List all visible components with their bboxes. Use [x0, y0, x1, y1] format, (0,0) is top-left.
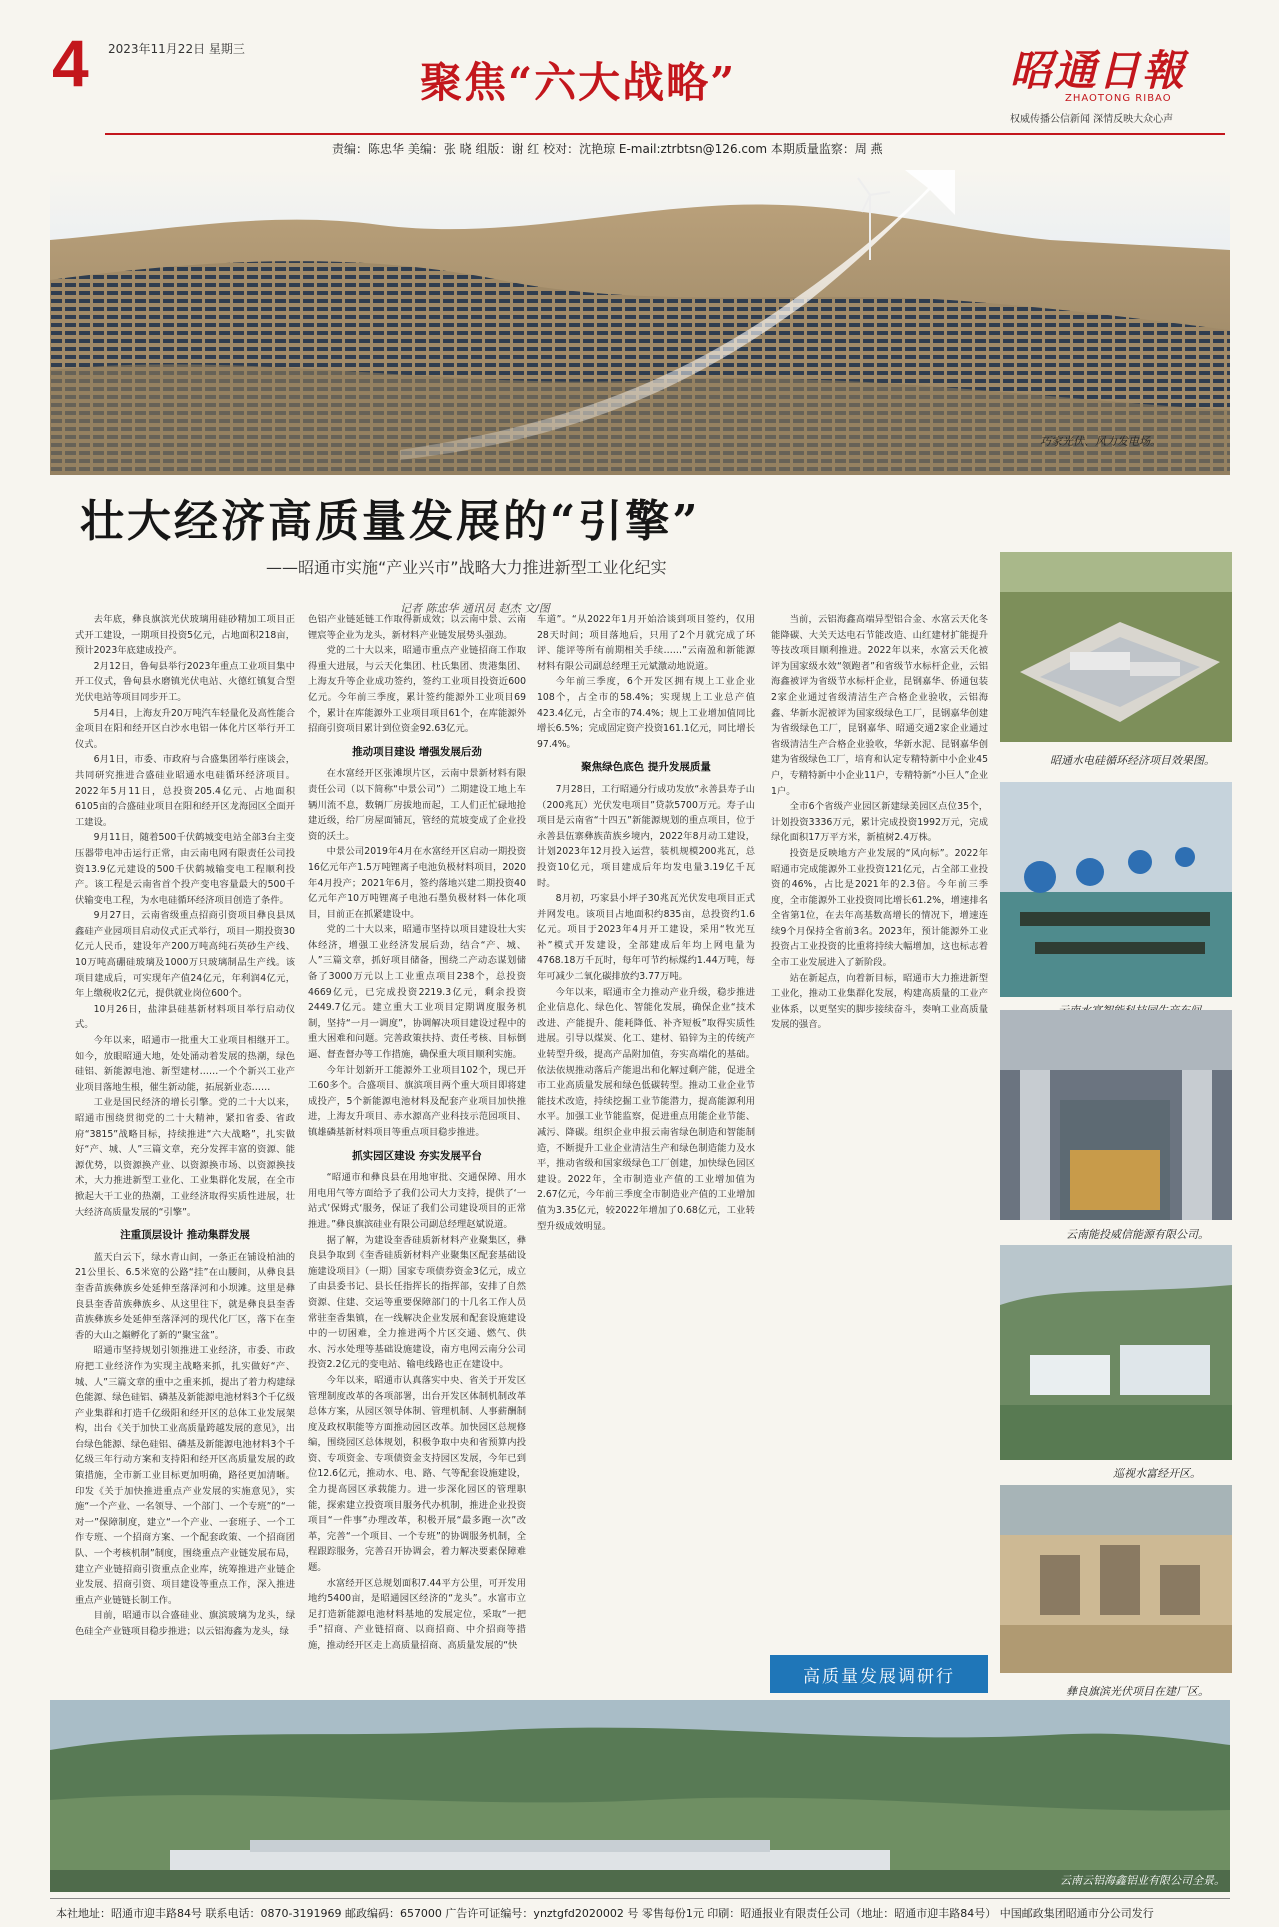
paragraph: 今年计划新开工能源外工业项目102个，现已开工60多个。合盛项目、旗滨项目两个重大项目即将建成投产，5个新能源电池材料及配套产业项目加快推进，上海友升项目、赤水源高产业科技示范园项目、镇雄磷基新材料项目等重点项目稳步推进。 — [308, 1064, 526, 1138]
paragraph: 昭通市坚持规划引领推进工业经济，市委、市政府把工业经济作为实现主战略来抓，扎实做好“产、城、人”三篇文章的重中之重来抓，提出了着力构建绿色能源、绿色硅铝、磷基及新能源电池材料3个千亿级产业集群和打造千亿级阳和经开区的总体工业发展架构，出台《关于加快工业高质量跨越发展的意见》，出台绿色能源、绿色硅铝、磷基及新能源电池材料3个千亿级三年行动方案和支持阳和经开区高质量发展的政策措施，全市新工业目标更加明确，路径更加清晰。印发《关于加快推进重点产业发展的实施意见》，实施“一个产业、一名领导、一个部门、一个专班”的“一对一”保障制度，建立“一个产业、一套班子、一个工作专班、一个招商方案、一个配套政策、一个招商团队、一个考核机制”制度，围绕重点产业链发展布局，建立产业链招商引资重点企业库，统筹推进产业链企业发展、招商引资、项目建设等重点工作，深入推进重点产业链链长制工作。 — [75, 1345, 295, 1606]
paragraph: 目前，昭通市以合盛硅业、旗滨玻璃为龙头，绿色硅全产业链项目稳步推进；以云铝海鑫为龙头，绿 — [75, 1610, 295, 1637]
photo-development-zone — [1000, 1245, 1232, 1460]
article-column-4 — [771, 612, 988, 1652]
paragraph: 蓝天白云下，绿水青山间，一条正在铺设柏油的21公里长、6.5米宽的公路“挂”在山腰间，从彝良县奎香苗族彝族乡处延伸至落泽河和小坝滩。这里是彝良县奎香苗族彝族乡、从这里往下，就是彝良县奎香苗族彝族乡处延伸至落泽河的现代化厂区，落下在奎香的大山之巅孵化了新的“聚宝盆”。 — [75, 1251, 295, 1341]
footer-info: 本社地址：昭通市迎丰路84号 联系电话：0870-3191969 邮政编码：657000 广告许可证编号：ynztgfd2020002 号 零售每份1元 印刷：昭通报业有限责任公司（地址：昭通市迎丰路84号） 中国邮政集团昭通市分公司发行 — [56, 1907, 1154, 1920]
paragraph: 今年以来，昭通市认真落实中央、省关于开发区管理制度改革的各项部署，出台开发区体制机制改革总体方案，从园区领导体制、管理机制、人事薪酬制度及政权职能等方面推动园区改革。加快园区总规修编，围绕园区总体规划，积极争取中央和省预算内投资、专项资金、专项债资金支持园区发展，今年已到位12.6亿元，推动水、电、路、气等配套设施建设，全力提高园区承载能力。进一步深化园区的管理职能，探索建立投资项目服务代办机制，推进企业投资项目“一件事”办理改革，积极开展“最多跑一次”改革，完善“一个项目、一个专班”的协调服务机制，全程跟踪服务，完善召开协调会，着力解决要素保障难题。 — [308, 1374, 526, 1574]
aluminum-plant-panorama — [50, 1700, 1230, 1892]
paragraph: 色铝产业链延链工作取得新成效；以云南中景、云南锂宸等企业为龙头，新材料产业链发展势头强劲。 — [308, 614, 526, 641]
hero-caption: 巧家光伏、风力发电场。 — [1040, 435, 1161, 448]
paragraph: 站在新起点，向着新目标，昭通市大力推进新型工业化，推动工业集群化发展，构建高质量的工业产业体系，以更坚实的脚步接续奋斗，奏响工业高质量发展的强音。 — [771, 972, 988, 1031]
page-section-title: 聚焦“六大战略” — [420, 58, 737, 107]
paragraph: 10月26日，盐津县硅基新材料项目举行启动仪式。 — [75, 1003, 295, 1031]
industrial-park-illustration — [1000, 1245, 1232, 1460]
section-heading: 抓实园区建设 夯实发展平台 — [352, 1149, 482, 1162]
paragraph: 今年以来，昭通市一批重大工业项目相继开工。如今，放眼昭通大地，处处涌动着发展的热潮，绿色硅铝、新能源电池、新型建材……一个个新兴工业产业项目落地生根，催生新动能，拓展新业态…… — [75, 1035, 295, 1093]
header-divider — [105, 133, 1225, 135]
paragraph: 今年以来，昭通市全力推动产业升级，稳步推进企业信息化、绿色化、智能化发展，确保企业“技术改进、产能提升、能耗降低、补齐短板”取得实质性进展。引导以煤炭、化工、建材、铅锌为主的传统产业转型升级，提高产品附加值，夯实高端化的基础。依法依规推动落后产能退出和化解过剩产能，促进全市工业高质量发展和绿色低碳转型。推动工业企业节能技术改造，持续挖掘工业节能潜力，提高能源利用水平。加强工业节能监察，促进重点用能企业节能、减污、降碳。组织企业申报云南省绿色制造和智能制造，不断提升工业企业清洁生产和绿色制造能力及水平，推动省级和国家级绿色工厂创建，加快绿色园区建设。2022年，全市制造业产值的工业增加值为2.67亿元，今年前三季度全市制造业产值的工业增加值为3.35亿元，较2022年增加了0.68亿元，工业转型升级成效明显。 — [537, 986, 755, 1232]
photo-caption: 巡视水富经开区。 — [1113, 1467, 1201, 1480]
section-heading: 推动项目建设 增强发展后劲 — [352, 745, 482, 758]
paragraph: 党的二十大以来，昭通市坚持以项目建设壮大实体经济，增强工业经济发展后劲，结合“产、城、人”三篇文章，抓好项目储备，围绕二产动态谋划储备了3000万元以上工业重点项目238个，总投资4669亿元，已完成投资2219.3亿元，剩余投资2449.7亿元。建立重大工业项目定期调度服务机制，坚持“一月一调度”，协调解决项目建设过程中的重大困难和问题。完善政策扶持、责任考核、目标倒逼、督查督办等工作措施，确保重大项目顺利实施。 — [308, 924, 526, 1061]
paragraph: 2月12日，鲁甸县举行2023年重点工业项目集中开工仪式，鲁甸县水磨镇光伏电站、火德红镇复合型光伏电站等项目同步开工。 — [75, 660, 295, 703]
paragraph: 据了解，为建设奎香硅质新材料产业聚集区，彝良县争取到《奎香硅质新材料产业聚集区配套基础设施建设项目》（一期）国家专项债券资金3亿元，成立了由县委书记、县长任指挥长的指挥部，安排了自然资源、住建、交运等重要保障部门的十几名工作人员常驻奎香集镇，在一线解决企业发展和配套设施建设中的一切困难，全力推进两个片区交通、燃气、供水、污水处理等基础设施建设，南方电网云南分公司投资2.2亿元的变电站、输电线路也正在建设中。 — [308, 1234, 526, 1371]
paragraph: 8月初，巧家县小坪子30兆瓦光伏发电项目正式并网发电。该项目占地面积约835亩，总投资约1.6亿元。项目于2023年4月开工建设，采用“牧光互补”模式开发建设，全部建成后年均上网电量为4768.18万千瓦时，每年可节约标煤约1.44万吨，每年可减少二氧化碳排放约3.77万吨。 — [537, 893, 755, 983]
newspaper-logo: 昭通日報 — [1010, 46, 1187, 95]
newspaper-slogan: 权威传播公信新闻 深情反映大众心声 — [1010, 114, 1174, 125]
editor-credits: 责编：陈忠华 美编：张 晓 组版：谢 红 校对：沈艳琼 E-mail:ztrbtsn@126.com 本期质量监察：周 燕 — [332, 142, 883, 156]
plant-interior-illustration — [1000, 1010, 1232, 1220]
solar-farm-illustration — [50, 170, 1230, 475]
issue-date: 2023年11月22日 星期三 — [108, 42, 245, 56]
workshop-illustration — [1000, 782, 1232, 997]
article-column-2 — [308, 612, 526, 1652]
column-badge: 高质量发展调研行 — [770, 1655, 988, 1693]
paragraph: 投资是反映地方产业发展的“风向标”。2022年昭通市完成能源外工业投资121亿元，占全部工业投资的46%，占比是2021年的2.3倍。今年前三季度，全市能源外工业投资同比增长61.2%，增速排名全省第1位，在去年高基数高增长的情况下，增速连续9个月保持全省前3名。2023年，预计能源外工业投资占工业投资的比重将持续大幅增加，这也标志着全市工业发展进入了新阶段。 — [771, 847, 988, 969]
article-title: 壮大经济高质量发展的“引擎” — [80, 496, 701, 547]
paragraph: 车道”。“从2022年1月开始洽谈到项目签约，仅用28天时间；项目落地后，只用了2个月就完成了环评、能评等所有前期相关手续……”云南盈和新能源材料有限公司副总经理王元斌激动地说道。 — [537, 614, 755, 672]
newspaper-logo-en: ZHAOTONG RIBAO — [1065, 93, 1172, 104]
photo-construction-site — [1000, 1485, 1232, 1673]
bottom-panorama-photo — [50, 1700, 1230, 1892]
page-number: 4 — [52, 26, 89, 100]
photo-caption: 昭通水电硅循环经济项目效果图。 — [1050, 754, 1215, 767]
paragraph: 在水富经开区张滩坝片区，云南中景新材料有限责任公司（以下简称“中景公司”）二期建设工地上车辆川流不息，数辆厂房拔地而起，工人们正忙碌地抢建近级，给厂房屋面铺瓦，管经的荒坡变成了企业投资的沃土。 — [308, 768, 526, 842]
bottom-caption: 云南云铝海鑫铝业有限公司全景。 — [1060, 1874, 1225, 1887]
photo-project-rendering — [1000, 552, 1232, 742]
factory-rendering-illustration — [1000, 552, 1232, 742]
paragraph: 去年底，彝良旗滨光伏玻璃用硅砂精加工项目正式开工建设，一期项目投资5亿元，占地面积218亩，预计2023年底建成投产。 — [75, 614, 295, 657]
paragraph: 当前，云铝海鑫高端异型铝合金、水富云天化冬能降碳、大关天达电石节能改造、山红建材扩能提升等技改项目顺利推进。2022年以来，水富云天化被评为国家级水效“领跑者”和省级节水标杆企业，云铝海鑫被评为省级节水标杆企业，昆钢嘉华、侨通包装2家企业通过省级清洁生产合格企业验收，云铝海鑫、华新水泥被评为国家级绿色工厂，昆钢嘉华创建为省级绿色工厂，昆钢嘉华、昭通交通2家企业通过省级清洁生产合格企业验收，华新水泥、昆钢嘉华创建为省级绿色工厂，培育和认定专精特新中小企业45户，专精特新中小企业11户，专精特新“小巨人”企业1户。 — [771, 614, 988, 797]
article-subtitle: ——昭通市实施“产业兴市”战略大力推进新型工业化纪实 — [266, 558, 667, 577]
article-column-1 — [75, 612, 295, 1652]
paragraph: 全市6个省级产业园区新建绿美园区点位35个，计划投资3336万元，累计完成投资1992万元，完成绿化面积17万平方米，新植树2.4万株。 — [771, 801, 988, 844]
section-heading: 注重顶层设计 推动集群发展 — [120, 1229, 250, 1242]
paragraph: 5月4日，上海友升20万吨汽车轻量化及高性能合金项目在阳和经开区白沙水电铝一体化片区举行开工仪式。 — [75, 707, 295, 750]
photo-energy-plant — [1000, 1010, 1232, 1220]
photo-caption: 云南能投威信能源有限公司。 — [1066, 1228, 1209, 1241]
photo-workshop — [1000, 782, 1232, 997]
photo-caption: 彝良旗滨光伏项目在建厂区。 — [1066, 1685, 1209, 1698]
paragraph: 9月11日，随着500千伏鹤城变电站全部3台主变压器带电冲击运行正常，由云南电网有限责任公司投资13.9亿元建设的500千伏鹤城输变电工程顺利投产。该工程是云南省首个投产变电容量最大的500千伏输变电工程，为水电硅循环经济项目创造了条件。 — [75, 832, 295, 906]
hero-photo-solar-farm — [50, 170, 1230, 475]
construction-illustration — [1000, 1485, 1232, 1673]
paragraph: 今年前三季度，6个开发区拥有规上工业企业108个，占全市的58.4%；实现规上工业总产值423.4亿元，占全市的74.4%；规上工业增加值同比增长6.5%；完成固定资产投资161.1亿元，同比增长97.4%。 — [537, 676, 755, 750]
paragraph: 水富经开区总规划面积7.44平方公里，可开发用地约5400亩，是昭通园区经济的“龙头”。水富市立足打造新能源电池材料基地的发展定位，采取“一把手”招商、产业链招商、以商招商、中介招商等措施，推动经开区走上高质量招商、高质量发展的“快 — [308, 1577, 526, 1651]
paragraph: 7月28日，工行昭通分行成功发放“永善县寿子山（200兆瓦）光伏发电项目”贷款5700万元。寿子山项目是云南省“十四五”新能源规划的重点项目，位于永善县伍寨彝族苗族乡境内，2022年8月动工建设，计划2023年12月投入运营，装机规模200兆瓦，总投资10亿元，项目建成后年均发电量3.19亿千瓦时。 — [537, 783, 755, 889]
paragraph: 中景公司2019年4月在水富经开区启动一期投资16亿元年产1.5万吨锂离子电池负极材料项目，2020年4月投产；2021年6月，签约落地兴建二期投资40亿元年产10万吨锂离子电池石墨负极材料一体化项目，目前正在抓紧建设中。 — [308, 846, 526, 920]
article-byline: 记者 陈忠华 通讯员 赵杰 文/图 — [400, 602, 550, 615]
paragraph: 6月1日，市委、市政府与合盛集团举行座谈会，共同研究推进合盛硅业昭通水电硅循环经济项目。2022年5月11日，总投资205.4亿元、占地面积6105亩的合盛硅业项目在阳和经开区龙海园区全面开工建设。 — [75, 754, 295, 828]
paragraph: 9月27日，云南省级重点招商引资项目彝良县凤鑫硅产业园项目启动仪式正式举行，项目一期投资30亿元人民币，建设年产200万吨高纯石英砂生产线、10万吨高硼硅玻璃及1000万只玻璃制品生产线。该项目建成后，可实现年产值24亿元，年利润4亿元，年上缴税收2亿元，提供就业岗位600个。 — [75, 910, 295, 1000]
footer-divider — [50, 1898, 1230, 1899]
paragraph: “昭通市和彝良县在用地审批、交通保障、用水用电用气等方面给予了我们公司大力支持，提供了‘一站式’保姆式‘服务，保证了我们公司建设项目的正常推进。”彝良旗滨硅业有限公司副总经理赵斌说道。 — [308, 1172, 526, 1230]
article-column-3 — [537, 612, 755, 1652]
paragraph: 工业是国民经济的增长引擎。党的二十大以来，昭通市围绕贯彻党的二十大精神，紧扣省委、省政府“3815”战略目标，持续推进“六大战略”，扎实做好“产、城、人”三篇文章，充分发挥丰富的资源、能源优势，以资源换产业、以资源换市场、以资源换技术，大力推进新型工业化、工业集群化发展，在全市掀起大干工业的热潮，工业经济取得实质性进展，壮大经济高质量发展的“引擎”。 — [75, 1097, 295, 1218]
section-heading: 聚焦绿色底色 提升发展质量 — [581, 761, 711, 774]
paragraph: 党的二十大以来，昭通市重点产业链招商工作取得重大进展，与云天化集团、杜氏集团、贵港集团、上海友升等企业成功签约，签约工业项目投资近600亿元。今年前三季度，累计签约能源外工业项目69个，累计在库能源外工业项目项目61个，在库能源外招商引资项目累计到位资金92.63亿元。 — [308, 645, 526, 735]
